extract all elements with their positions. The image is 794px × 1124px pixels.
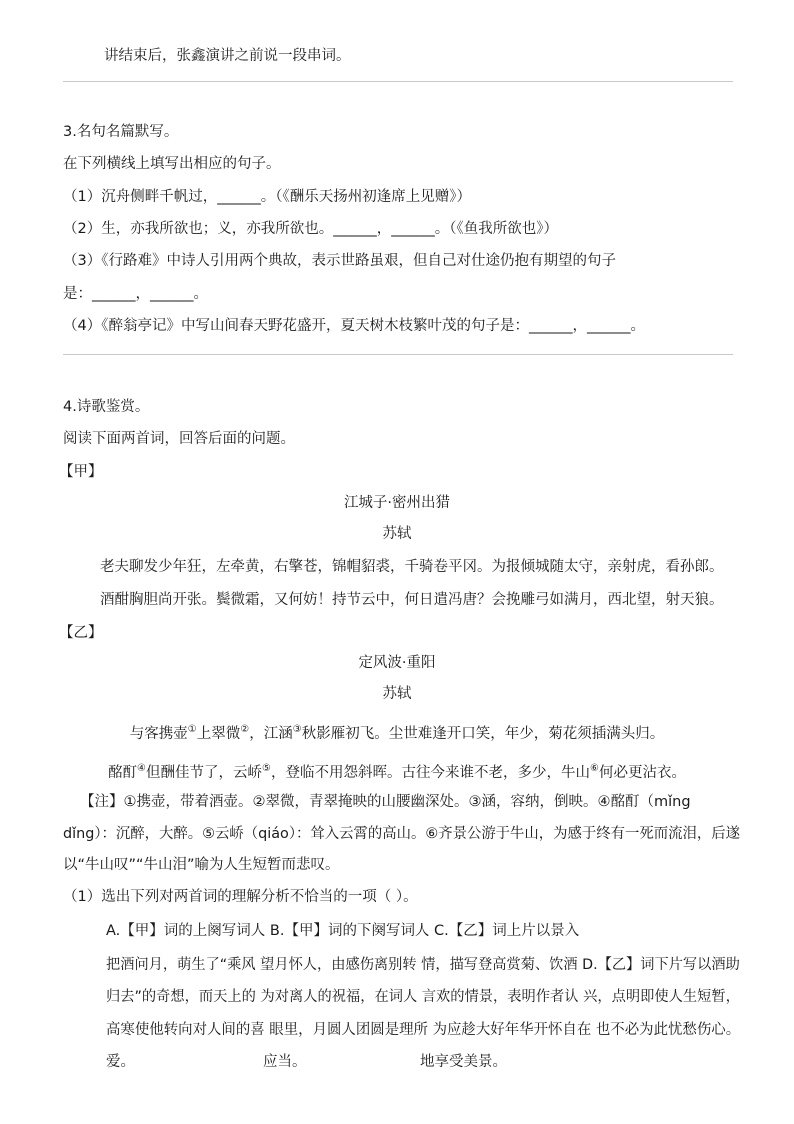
question-3-item-2: （2）生，亦我所欲也；义，亦我所欲也。______，______。（《鱼我所欲也》） — [63, 221, 558, 237]
footnote-marker: ⑥ — [589, 763, 599, 774]
question-3-item-3: （3）《行路难》中诗人引用两个典故，表示世路虽艰，但自己对仕途仍抱有期望的句子 — [63, 253, 616, 269]
option-last-c: 地享受美景。 — [420, 1054, 507, 1070]
footnote-marker: ② — [240, 724, 250, 735]
poem-jia-line-1: 老夫聊发少年狂，左牵黄，右擎苍，锦帽貂裘，千骑卷平冈。为报倾城随太守，亲射虎，看孙郎。 — [100, 559, 724, 575]
poem-yi-title: 定风波·重阳 — [358, 655, 436, 671]
notes-line-3: 以“牛山叹”“牛山泪”喻为人生短暂而悲叹。 — [63, 857, 340, 873]
poem-yi-line-2 — [0, 759, 794, 783]
option-row-4: 高寒使他转向对人间的喜 眼里，月圆人团圆是理所 为应趁大好年华开怀自在 也不必为此忧愁伤心。 — [106, 1022, 741, 1038]
poem-text: 但酬佳节了，云峤 — [146, 765, 263, 781]
option-last-b: 应当。 — [263, 1054, 307, 1070]
footnote-marker: ① — [187, 724, 197, 735]
footnote-marker: ⑤ — [262, 763, 271, 774]
poem-text: 酩酊 — [108, 765, 138, 781]
poem-text: ，江涵 — [249, 726, 293, 742]
footnote-marker: ③ — [292, 724, 302, 735]
poem-jia-title: 江城子·密州出猎 — [343, 495, 451, 511]
poem-jia-tag: 【甲】 — [59, 464, 103, 480]
option-row-2: 把酒问月，萌生了“乘风 望月怀人，由感伤离别转 情，描写登高赏菊、饮酒 D.【乙】词下片写以酒助 — [106, 957, 740, 973]
question-3-instruction: 在下列横线上填写出相应的句子。 — [63, 156, 281, 172]
poem-yi-tag: 【乙】 — [59, 625, 103, 641]
poem-jia-line-2: 酒酣胸胆尚开张。鬓微霜，又何妨！持节云中，何日遣冯唐？会挽雕弓如满月，西北望，射天狼。 — [100, 592, 724, 608]
question-4-instruction: 阅读下面两首词，回答后面的问题。 — [63, 431, 295, 447]
poem-text: 何必更沾衣。 — [598, 765, 686, 781]
poem-yi-line-1 — [0, 720, 794, 744]
question-3-item-1: （1）沉舟侧畔千帆过，______。（《酬乐天扬州初逢席上见赠》） — [63, 189, 471, 205]
poem-text: 与客携壶 — [129, 726, 188, 742]
notes-line-1: 【注】①携壶，带着酒壶。②翠微，青翠掩映的山腰幽深处。③涵，容纳，倒映。④酩酊（mǐng — [80, 794, 691, 810]
question-4-title: 4.诗歌鉴赏。 — [63, 399, 150, 415]
section-divider — [63, 81, 733, 82]
footnote-marker: ④ — [137, 763, 147, 774]
question-4-1: （1）选出下列对两首词的理解分析不恰当的一项（ ）。 — [63, 889, 418, 905]
question-3-item-3-cont: 是：______，______。 — [63, 286, 208, 302]
poem-yi-author: 苏轼 — [382, 686, 412, 702]
question-2-tail-text: 讲结束后，张鑫演讲之前说一段串词。 — [104, 48, 351, 64]
option-row-3: 归去”的奇想，而天上的 为对离人的祝福，在词人 言欢的情景，表明作者认 兴，点明即使人生短暂， — [106, 989, 740, 1005]
option-row-1: A.【甲】词的上阕写词人 B.【甲】词的下阕写词人 C.【乙】词上片以景入 — [106, 923, 580, 939]
poem-text: ，登临不用怨斜晖。古往今来谁不老，多少，牛山 — [270, 765, 590, 781]
notes-line-2: dǐng）：沉醉，大醉。⑤云峤（qiáo）：耸入云霄的高山。⑥齐景公游于牛山，为感于终有一死而流泪，后遂 — [63, 826, 740, 842]
poem-jia-author: 苏轼 — [382, 526, 412, 542]
question-3-title: 3.名句名篇默写。 — [63, 124, 179, 140]
poem-text: 上翠微 — [196, 726, 241, 742]
option-last-a: 爱。 — [106, 1054, 135, 1070]
poem-text: 秋影雁初飞。尘世难逢开口笑，年少，菊花须插满头归。 — [301, 726, 665, 742]
section-divider — [63, 354, 733, 355]
question-3-item-4: （4）《醉翁亭记》中写山间春天野花盛开，夏天树木枝繁叶茂的句子是：______，______。 — [63, 318, 645, 334]
